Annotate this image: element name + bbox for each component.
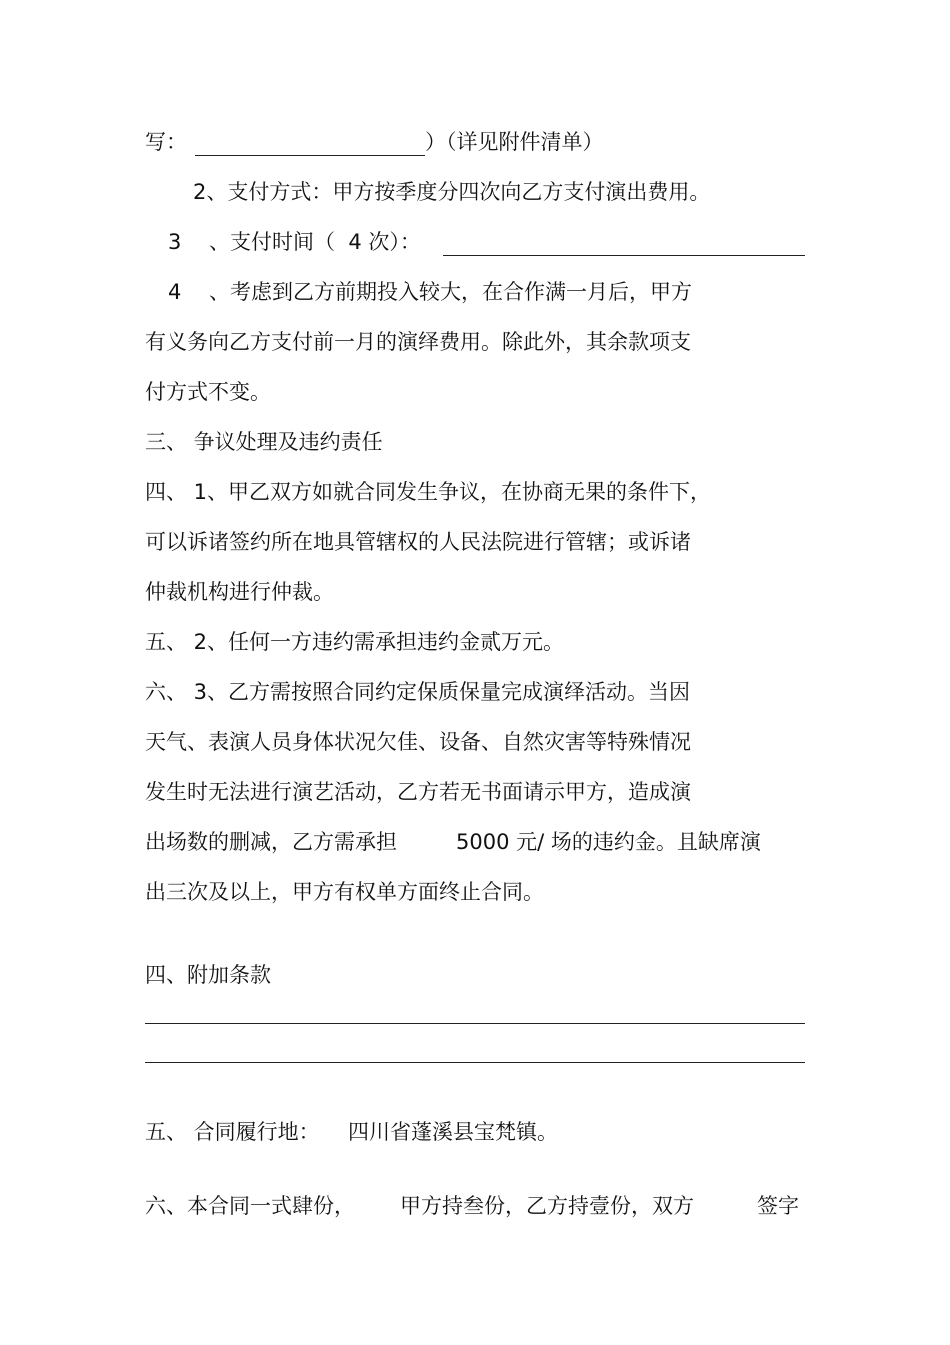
blank-payment-time-field[interactable] xyxy=(443,255,805,256)
line-14: 发生时无法进行演艺活动，乙方若无书面请示甲方，造成演 xyxy=(145,780,691,804)
blank-additional-terms-line-2[interactable] xyxy=(145,1062,805,1063)
line-13: 天气、表演人员身体状况欠佳、设备、自然灾害等特殊情况 xyxy=(145,730,691,754)
line-payment-time: 、支付时间（ 4 次）： xyxy=(209,230,421,254)
line-place-label: 五、 合同履行地： xyxy=(145,1120,320,1144)
line-16: 出三次及以上，甲方有权单方面终止合同。 xyxy=(145,880,544,904)
line-6: 付方式不变。 xyxy=(145,380,271,404)
line-4-num: 4 xyxy=(168,280,182,304)
line-copies-c: 签字 xyxy=(757,1194,799,1218)
line-payment-method: 2、支付方式：甲方按季度分四次向乙方支付演出费用。 xyxy=(193,180,711,204)
line-payment-amount-suffix xyxy=(425,127,604,157)
line-11: 五、 2、任何一方违约需承担违约金贰万元。 xyxy=(145,630,565,654)
blank-amount-field[interactable] xyxy=(195,155,425,156)
line-payment-time-num: 3 xyxy=(168,230,182,254)
section-additional-terms-heading: 四、附加条款 xyxy=(145,963,271,987)
line-copies-a: 六、本合同一式肆份， xyxy=(145,1194,355,1218)
line-copies-b: 甲方持叁份，乙方持壹份，双方 xyxy=(400,1194,694,1218)
line-15-b: 5000 元/ 场的违约金。且缺席演 xyxy=(456,830,761,854)
line-9: 可以诉诸签约所在地具管辖权的人民法院进行管辖；或诉诸 xyxy=(145,530,691,554)
line-8: 四、 1、甲乙双方如就合同发生争议，在协商无果的条件下， xyxy=(145,480,712,504)
line-place-value: 四川省蓬溪县宝梵镇。 xyxy=(348,1120,558,1144)
line-1-suffix: ）（详见附件清单） xyxy=(425,130,604,154)
line-15-a: 出场数的删减，乙方需承担 xyxy=(145,830,397,854)
line-12: 六、 3、乙方需按照合同约定保质保量完成演绎活动。当因 xyxy=(145,680,691,704)
section-dispute-heading: 三、 争议处理及违约责任 xyxy=(145,430,383,454)
blank-additional-terms-line-1[interactable] xyxy=(145,1023,805,1024)
line-1-prefix: 写： xyxy=(145,130,187,154)
line-5: 有义务向乙方支付前一月的演绎费用。除此外，其余款项支 xyxy=(145,330,691,354)
line-10: 仲裁机构进行仲裁。 xyxy=(145,580,334,604)
line-payment-amount xyxy=(145,127,187,157)
line-4-text: 、考虑到乙方前期投入较大，在合作满一月后，甲方 xyxy=(209,280,692,304)
